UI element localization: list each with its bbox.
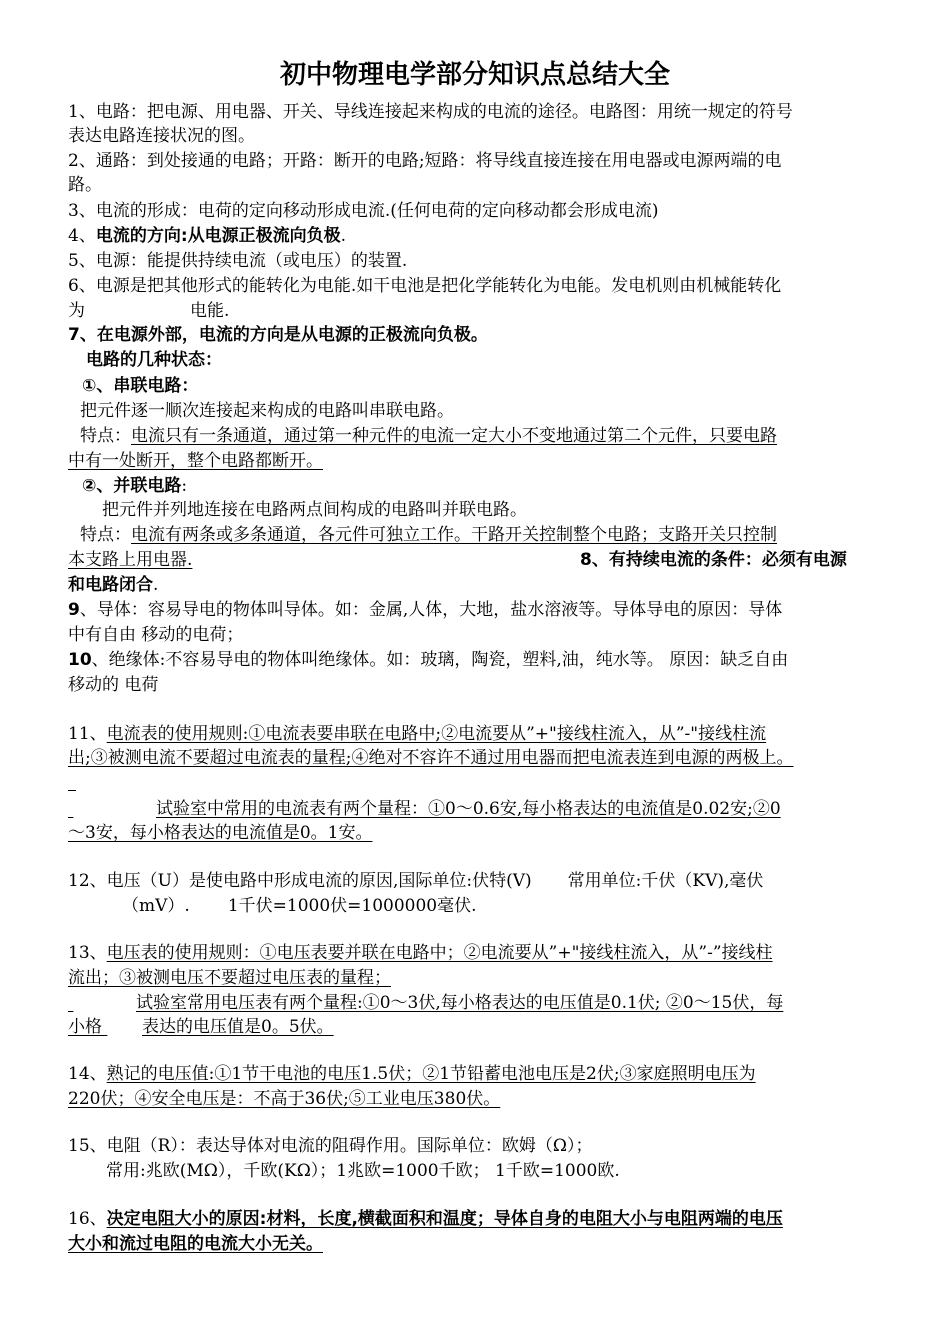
item-14-line-2: 220伏；④安全电压是：不高于36伏;⑤工业电压380伏。: [68, 1089, 501, 1109]
parallel-circuit-heading: ②、并联电路:: [82, 476, 188, 496]
item-11-line-3: 试验室中常用的电流表有两个量程：①0～0.6安,每小格表达的电流值是0.02安;②0: [156, 799, 781, 819]
item-15-line-2: 常用:兆欧(MΩ），千欧(KΩ）；1兆欧=1000千欧； 1千欧=1000欧.: [106, 1161, 620, 1181]
parallel-circuit-feature-line-1: 特点：电流有两条或多条通道，各元件可独立工作。干路开关控制整个电路；支路开关只控制: [80, 525, 777, 545]
item-16-line-1: 16、决定电阻大小的原因:材料，长度,横截面积和温度；导体自身的电阻大小与电阻两端的电压: [68, 1209, 783, 1229]
series-circuit-definition: 把元件逐一顺次连接起来构成的电路叫串联电路。: [80, 401, 454, 421]
item-6-line-1: 6、电源是把其他形式的能转化为电能.如干电池是把化学能转化为电能。发电机则由机械能转化: [68, 276, 782, 296]
item-5: 5、电源：能提供持续电流（或电压）的装置.: [68, 251, 408, 271]
item-10-line-2: 移动的 电荷: [68, 675, 159, 695]
item-11-line-4: ～3安，每小格表达的电流值是0。1安。: [68, 823, 373, 843]
item-10-line-1: 10、绝缘体:不容易导电的物体叫绝缘体。如：玻璃，陶瓷，塑料,油，纯水等。 原因：缺乏自由: [68, 650, 789, 670]
item-15-line-1: 15、电阻（R）：表达导体对电流的阻碍作用。国际单位：欧姆（Ω）；: [68, 1136, 593, 1156]
item-13-line-4: 小格 表达的电压值是0。5伏。: [68, 1017, 334, 1037]
item-3: 3、电流的形成：电荷的定向移动形成电流.(任何电荷的定向移动都会形成电流): [68, 201, 659, 221]
item-11-underline-mark: [68, 790, 76, 791]
item-12-line-1: 12、电压（U）是使电路中形成电流的原因,国际单位:伏特(V) 常用单位:千伏（KV),毫伏: [68, 871, 764, 891]
parallel-circuit-feature-line-2: 本支路上用电器.: [68, 550, 193, 570]
item-11-line-2: 出;③被测电流不要超过电流表的量程;④绝对不容许不通过用电器而把电流表连到电源的两极上。: [68, 748, 794, 768]
item-1-line-2: 表达电路连接状况的图。: [68, 126, 255, 146]
item-9-line-1: 9、导体：容易导电的物体叫导体。如：金属,人体，大地，盐水溶液等。导体导电的原因：导体: [68, 600, 783, 620]
series-circuit-feature-line-1: 特点：电流只有一条通道，通过第一种元件的电流一定大小不变地通过第二个元件，只要电路: [80, 426, 777, 446]
item-4: 4、电流的方向:从电源正极流向负极.: [68, 226, 347, 246]
item-8-line-2: 和电路闭合.: [68, 575, 159, 595]
parallel-circuit-definition: 把元件并列地连接在电路两点间构成的电路叫并联电路。: [102, 500, 527, 520]
item-9-line-2: 中有自由 移动的电荷；: [68, 625, 244, 645]
item-11-line-1: 11、电流表的使用规则:①电流表要串联在电路中;②电流要从”+"接线柱流入，从”-"接线柱流: [68, 724, 767, 744]
item-13-line-3: 试验室常用电压表有两个量程:①0～3伏,每小格表达的电压值是0.1伏; ②0～15伏，每: [136, 993, 784, 1013]
document-title: 初中物理电学部分知识点总结大全: [279, 60, 670, 90]
series-circuit-feature-line-2: 中有一处断开，整个电路都断开。: [68, 451, 323, 471]
item-7: 7、在电源外部，电流的方向是从电源的正极流向负极。: [68, 325, 488, 345]
item-13-line-1: 13、电压表的使用规则：①电压表要并联在电路中；②电流要从”+"接线柱流入，从”-”接线柱: [68, 943, 773, 963]
series-circuit-heading: ①、串联电路：: [82, 376, 199, 396]
item-13-line-2: 流出；③被测电压不要超过电压表的量程；: [68, 968, 391, 988]
item-2-line-1: 2、通路：到处接通的电路；开路：断开的电路;短路：将导线直接连接在用电器或电源两端的电: [68, 151, 782, 171]
item-8-line-1: 8、有持续电流的条件：必须有电源: [580, 550, 847, 570]
circuit-states-heading: 电路的几种状态：: [86, 350, 222, 370]
item-2-line-2: 路。: [68, 175, 102, 195]
item-12-line-2: （mV）. 1千伏=1000伏=1000000毫伏.: [122, 896, 477, 916]
item-1-line-1: 1、电路：把电源、用电器、开关、导线连接起来构成的电流的途径。电路图：用统一规定的符号: [68, 102, 793, 122]
item-6-line-2: 为 电能.: [68, 301, 230, 321]
item-14-line-1: 14、熟记的电压值:①1节干电池的电压1.5伏；②1节铅蓄电池电压是2伏;③家庭照明电压为: [68, 1064, 756, 1084]
item-16-line-2: 大小和流过电阻的电流大小无关。: [68, 1234, 323, 1254]
